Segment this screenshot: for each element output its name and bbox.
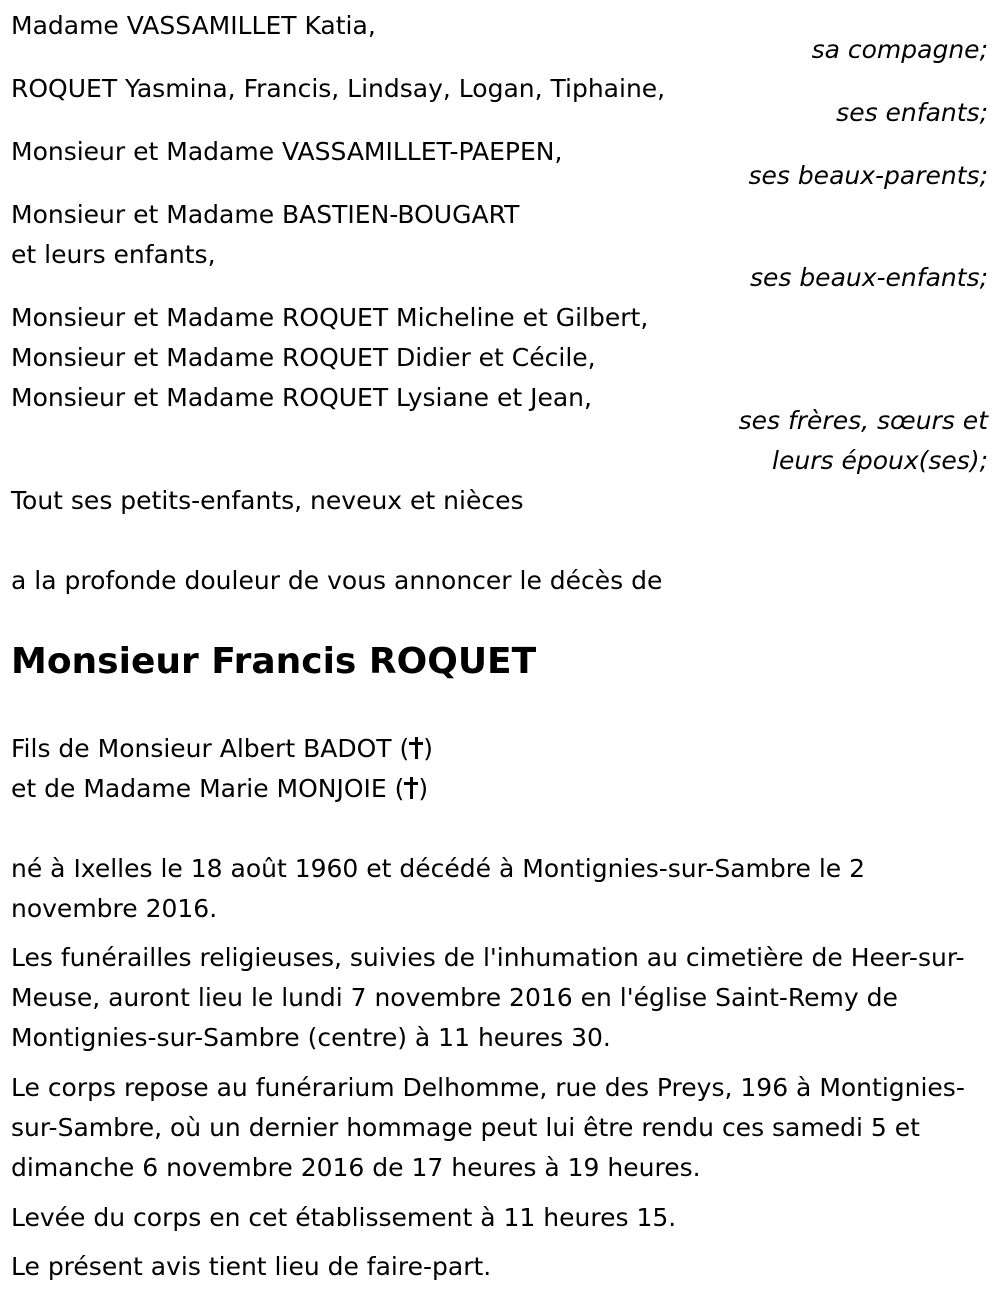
paren-close: ) [418, 774, 429, 803]
family-member-line: Monsieur et Madame BASTIEN-BOUGART [11, 200, 520, 229]
cross-icon [404, 777, 418, 799]
funeral-paragraph: Les funérailles religieuses, suivies de l'inhumation au cimetière de Heer-sur-Meuse, auront lieu le lundi 7 novembre 2016 en l'église Saint-Remy de Montignies-sur-Sambre (centre) à 11 heures 30. [11, 943, 965, 1052]
deceased-name: Monsieur Francis ROQUET [11, 641, 537, 682]
notice-paragraph: Le présent avis tient lieu de faire-part. [11, 1252, 492, 1281]
announcement-line: a la profonde douleur de vous annoncer le décès de [11, 566, 663, 595]
relationship-label: ses beaux-parents; [748, 161, 988, 190]
relationship-label: ses frères, sœurs et [738, 406, 988, 435]
relationship-label: ses beaux-enfants; [749, 263, 988, 292]
levee-paragraph: Levée du corps en cet établissement à 11 heures 15. [11, 1203, 677, 1232]
viewing-paragraph: Le corps repose au funérarium Delhomme, rue des Preys, 196 à Montignies-sur-Sambre, où un dernier hommage peut lui être rendu ces samedi 5 et dimanche 6 novembre 2016 de 17 heures à 19 heures. [11, 1073, 965, 1182]
mother-line [11, 769, 428, 809]
relationship-label: sa compagne; [811, 35, 988, 64]
family-member-line: Monsieur et Madame ROQUET Micheline et Gilbert, [11, 303, 649, 332]
family-member-line: ROQUET Yasmina, Francis, Lindsay, Logan, Tiphaine, [11, 74, 666, 103]
relationship-label: leurs époux(ses); [772, 446, 988, 475]
cross-icon [409, 737, 423, 759]
birth-death-paragraph: né à Ixelles le 18 août 1960 et décédé à Montignies-sur-Sambre le 2 novembre 2016. [11, 854, 866, 923]
father-line [11, 729, 433, 769]
family-member-line: Monsieur et Madame ROQUET Didier et Cécile, [11, 343, 596, 372]
family-member-line: Madame VASSAMILLET Katia, [11, 11, 376, 40]
mother-text: et de Madame Marie MONJOIE ( [11, 774, 405, 803]
paren-close: ) [423, 734, 433, 763]
family-member-line: Monsieur et Madame ROQUET Lysiane et Jean, [11, 383, 592, 412]
family-member-line: et leurs enfants, [11, 240, 216, 269]
family-member-line: Monsieur et Madame VASSAMILLET-PAEPEN, [11, 137, 563, 166]
grandchildren-line: Tout ses petits-enfants, neveux et nièces [11, 486, 524, 515]
father-text: Fils de Monsieur Albert BADOT ( [11, 734, 410, 763]
relationship-label: ses enfants; [836, 98, 988, 127]
